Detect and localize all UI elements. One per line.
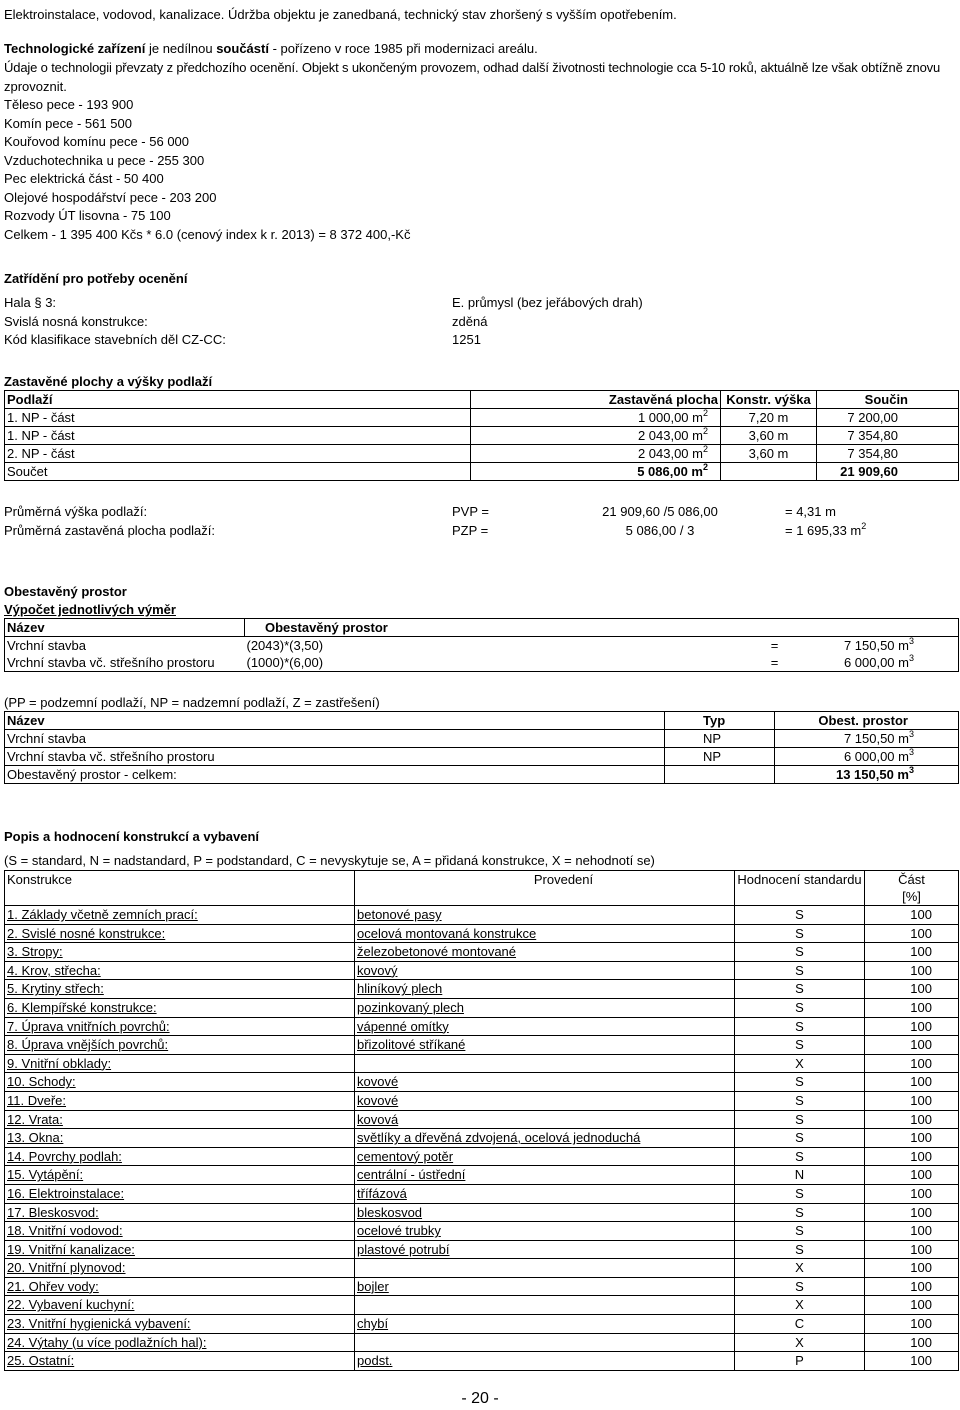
table-header-row	[5, 871, 959, 906]
volume-value	[815, 637, 959, 655]
volume-name: Vrchní stavba	[7, 638, 87, 653]
sum-area-value: 5 086,00 m	[637, 464, 703, 479]
table-row	[5, 1277, 959, 1296]
column-header-part: Část	[898, 872, 925, 887]
construction-execution: ocelová montovaná konstrukce	[355, 924, 735, 943]
average-abbr: PVP =	[452, 504, 489, 519]
construction-rating: C	[735, 1315, 865, 1334]
table-row	[5, 1296, 959, 1315]
construction-name: 6. Klempířské konstrukce:	[5, 998, 355, 1017]
construction-rating: S	[735, 980, 865, 999]
construction-rating: S	[735, 1147, 865, 1166]
column-header: Provedení	[355, 871, 735, 906]
volume-formula: (1000)*(6,00)	[246, 655, 324, 670]
average-label: Průměrná výška podlaží:	[4, 504, 148, 519]
construction-rating: S	[735, 1277, 865, 1296]
table-total-row	[5, 766, 959, 784]
construction-execution: kovová	[355, 1110, 735, 1129]
construction-name: 20. Vnitřní plynovod:	[5, 1259, 355, 1278]
construction-share: 100	[865, 1073, 959, 1092]
floor-area-value: 2 043,00 m	[637, 446, 703, 461]
construction-rating: P	[735, 1352, 865, 1371]
construction-execution: cementový potěr	[355, 1147, 735, 1166]
floor-product: 7 354,80	[817, 445, 959, 463]
volume-eq: =	[770, 638, 779, 653]
intro-line-1: Elektroinstalace, vodovod, kanalizace. Údržba objektu je zanedbaná, technický stav zhoršený s vyšším opotřebením.	[4, 7, 677, 22]
construction-execution: pozinkovaný plech	[355, 998, 735, 1017]
volume-name: Vrchní stavba vč. střešního prostoru	[7, 655, 215, 670]
construction-share: 100	[865, 1184, 959, 1203]
construction-execution: kovové	[355, 1091, 735, 1110]
floor-name: 2. NP - část	[5, 445, 471, 463]
construction-share: 100	[865, 1259, 959, 1278]
construction-rating: X	[735, 1259, 865, 1278]
column-header: Konstr. výška	[721, 391, 817, 409]
construction-execution: betonové pasy	[355, 906, 735, 925]
unit-exponent: 3	[908, 654, 914, 663]
table-row	[5, 1240, 959, 1259]
construction-execution	[355, 1296, 735, 1315]
classification-value: zděná	[452, 314, 488, 329]
column-header: Hodnocení standardu	[735, 871, 865, 906]
table-header-row	[5, 619, 959, 637]
technology-item: Pec elektrická část - 50 400	[4, 171, 164, 186]
average-result	[785, 503, 836, 522]
summary-total-label: Obestavěný prostor - celkem:	[5, 766, 665, 784]
table-row	[5, 427, 959, 445]
summary-name: Vrchní stavba vč. střešního prostoru	[5, 748, 665, 766]
construction-rating: S	[735, 1091, 865, 1110]
construction-rating: S	[735, 1129, 865, 1148]
construction-name: 5. Krytiny střech:	[5, 980, 355, 999]
construction-share: 100	[865, 1203, 959, 1222]
classification-value: 1251	[452, 332, 481, 347]
floors-title: Zastavěné plochy a výšky podlaží	[4, 374, 213, 389]
constructions-body	[5, 906, 959, 1371]
column-header: Součin	[817, 391, 959, 409]
table-row	[5, 748, 959, 766]
technology-item-list	[4, 96, 410, 244]
volume-value-text: 7 150,50 m	[843, 638, 909, 653]
construction-execution: třífázová	[355, 1184, 735, 1203]
construction-share: 100	[865, 1147, 959, 1166]
construction-execution: plastové potrubí	[355, 1240, 735, 1259]
empty-cell	[665, 766, 775, 784]
table-row	[5, 924, 959, 943]
table-row	[5, 1166, 959, 1185]
construction-share: 100	[865, 1222, 959, 1241]
unit-exponent: 2	[702, 444, 708, 454]
construction-rating: S	[735, 1222, 865, 1241]
construction-rating: S	[735, 943, 865, 962]
column-header: Obest. prostor	[775, 712, 959, 730]
construction-rating: S	[735, 1184, 865, 1203]
construction-name: 22. Vybavení kuchyní:	[5, 1296, 355, 1315]
construction-rating: X	[735, 1054, 865, 1073]
unit-exponent: 2	[861, 520, 867, 531]
construction-execution: vápenné omítky	[355, 1017, 735, 1036]
table-row	[5, 1036, 959, 1055]
average-result	[785, 522, 866, 541]
construction-execution: chybí	[355, 1315, 735, 1334]
construction-execution: centrální - ústřední	[355, 1166, 735, 1185]
column-header: Konstrukce	[5, 871, 355, 906]
construction-share: 100	[865, 1277, 959, 1296]
construction-execution	[355, 1054, 735, 1073]
volume-legend: (PP = podzemní podlaží, NP = nadzemní podlaží, Z = zastřešení)	[4, 695, 380, 710]
summary-type: NP	[665, 748, 775, 766]
table-row	[5, 1073, 959, 1092]
table-row	[5, 654, 959, 672]
construction-name: 4. Krov, střecha:	[5, 961, 355, 980]
technology-item: Komín pece - 561 500	[4, 115, 132, 131]
intro-line-3: Údaje o technologii převzaty z předchozího ocenění. Objekt s ukončeným provozem, odhad další životnosti technologie cca 5-10 roků, aktuálně lze však obtížně znovu	[4, 60, 941, 75]
construction-rating: S	[735, 998, 865, 1017]
table-row	[5, 906, 959, 925]
construction-share: 100	[865, 943, 959, 962]
volume-value	[815, 654, 959, 672]
floor-area-value: 2 043,00 m	[637, 428, 703, 443]
summary-value-text: 6 000,00 m	[843, 749, 909, 764]
table-row	[5, 1333, 959, 1352]
construction-rating: N	[735, 1166, 865, 1185]
summary-value-text: 7 150,50 m	[843, 731, 909, 746]
technology-item: Rozvody ÚT lisovna - 75 100	[4, 208, 171, 223]
unit-exponent: 3	[908, 765, 914, 775]
table-row	[5, 1017, 959, 1036]
construction-name: 7. Úprava vnitřních povrchů:	[5, 1017, 355, 1036]
construction-share: 100	[865, 998, 959, 1017]
unit-exponent: 2	[702, 408, 708, 418]
summary-type: NP	[665, 730, 775, 748]
average-result-value: = 1 695,33 m	[785, 523, 862, 538]
summary-total-value-text: 13 150,50 m	[835, 767, 909, 782]
summary-value	[775, 730, 959, 748]
classification-label: Hala § 3:	[4, 295, 57, 310]
construction-name: 18. Vnitřní vodovod:	[5, 1222, 355, 1241]
classification-label: Svislá nosná konstrukce:	[4, 314, 148, 329]
floor-product: 7 354,80	[817, 427, 959, 445]
construction-execution: podst.	[355, 1352, 735, 1371]
construction-name: 8. Úprava vnějších povrchů:	[5, 1036, 355, 1055]
table-row	[5, 961, 959, 980]
construction-execution	[355, 1259, 735, 1278]
classification-title: Zatřídění pro potřeby ocenění	[4, 271, 188, 286]
intro-line-2-bold-2: součástí	[216, 41, 269, 56]
volume-summary-table	[4, 711, 959, 784]
intro-line-2	[4, 40, 538, 59]
sum-label: Součet	[5, 463, 471, 481]
construction-name: 14. Povrchy podlah:	[5, 1147, 355, 1166]
construction-name: 23. Vnitřní hygienická vybavení:	[5, 1315, 355, 1334]
construction-rating: S	[735, 924, 865, 943]
construction-name: 19. Vnitřní kanalizace:	[5, 1240, 355, 1259]
construction-rating: S	[735, 906, 865, 925]
constructions-title: Popis a hodnocení konstrukcí a vybavení	[4, 829, 260, 844]
volume-eq: =	[770, 655, 779, 670]
technology-item: Těleso pece - 193 900	[4, 97, 134, 112]
column-header	[865, 871, 959, 906]
unit-exponent: 3	[908, 729, 914, 739]
construction-rating: S	[735, 1203, 865, 1222]
construction-share: 100	[865, 1110, 959, 1129]
column-header: Obestavěný prostor	[245, 619, 959, 637]
floor-area	[471, 409, 721, 427]
table-row	[5, 1110, 959, 1129]
floor-product: 7 200,00	[817, 409, 959, 427]
table-row	[5, 1352, 959, 1371]
floor-height: 7,20 m	[721, 409, 817, 427]
column-header: Typ	[665, 712, 775, 730]
construction-rating: S	[735, 961, 865, 980]
table-row	[5, 980, 959, 999]
summary-name: Vrchní stavba	[5, 730, 665, 748]
constructions-table	[4, 870, 959, 1371]
table-header-row	[5, 712, 959, 730]
construction-execution: kovový	[355, 961, 735, 980]
table-header-row	[5, 391, 959, 409]
intro-line-2-text-2: - pořízeno v roce 1985 při modernizaci areálu.	[268, 41, 538, 56]
column-header: Podlaží	[5, 391, 471, 409]
construction-share: 100	[865, 1296, 959, 1315]
construction-rating: S	[735, 1036, 865, 1055]
floor-area-value: 1 000,00 m	[637, 410, 703, 425]
table-row	[5, 445, 959, 463]
technology-item: Olejové hospodářství pece - 203 200	[4, 189, 217, 205]
table-sum-row	[5, 463, 959, 481]
floor-height: 3,60 m	[721, 427, 817, 445]
construction-name: 2. Svislé nosné konstrukce:	[5, 924, 355, 943]
construction-rating: S	[735, 1110, 865, 1129]
table-row	[5, 1129, 959, 1148]
technology-total: Celkem - 1 395 400 Kčs * 6.0 (cenový index k r. 2013) = 8 372 400,-Kč	[4, 226, 411, 242]
constructions-legend: (S = standard, N = nadstandard, P = podstandard, C = nevyskytuje se, A = přidaná konstrukce, X = nehodnotí se)	[4, 853, 655, 868]
construction-execution: hliníkový plech	[355, 980, 735, 999]
construction-name: 9. Vnitřní obklady:	[5, 1054, 355, 1073]
construction-name: 10. Schody:	[5, 1073, 355, 1092]
construction-execution: kovové	[355, 1073, 735, 1092]
average-calc: 5 086,00 / 3	[625, 523, 695, 538]
summary-total-value	[775, 766, 959, 784]
unit-exponent: 3	[908, 747, 914, 757]
sum-product: 21 909,60	[817, 463, 959, 481]
floor-area	[471, 445, 721, 463]
floor-height: 3,60 m	[721, 445, 817, 463]
table-row	[5, 1203, 959, 1222]
volume-value-text: 6 000,00 m	[843, 655, 909, 670]
table-row	[5, 730, 959, 748]
sum-area	[471, 463, 721, 481]
construction-share: 100	[865, 924, 959, 943]
table-row	[5, 637, 959, 655]
volume-formula: (2043)*(3,50)	[246, 638, 324, 653]
average-calc: 21 909,60 /5 086,00	[602, 504, 718, 519]
table-row	[5, 1184, 959, 1203]
construction-share: 100	[865, 1091, 959, 1110]
construction-execution: bojler	[355, 1277, 735, 1296]
construction-rating: S	[735, 1073, 865, 1092]
average-abbr: PZP =	[452, 523, 489, 538]
floor-name: 1. NP - část	[5, 409, 471, 427]
construction-share: 100	[865, 1017, 959, 1036]
construction-share: 100	[865, 961, 959, 980]
volume-table	[4, 618, 959, 672]
construction-share: 100	[865, 1129, 959, 1148]
table-row	[5, 998, 959, 1017]
construction-execution	[355, 1333, 735, 1352]
construction-share: 100	[865, 1315, 959, 1334]
column-header: Název	[5, 712, 665, 730]
construction-name: 11. Dveře:	[5, 1091, 355, 1110]
construction-name: 17. Bleskosvod:	[5, 1203, 355, 1222]
table-row	[5, 1054, 959, 1073]
construction-name: 15. Vytápění:	[5, 1166, 355, 1185]
unit-exponent: 2	[702, 462, 708, 472]
intro-line-4: zprovoznit.	[4, 79, 67, 94]
table-row	[5, 1259, 959, 1278]
floor-area	[471, 427, 721, 445]
construction-share: 100	[865, 980, 959, 999]
construction-rating: S	[735, 1017, 865, 1036]
construction-execution: ocelové trubky	[355, 1222, 735, 1241]
table-row	[5, 409, 959, 427]
construction-share: 100	[865, 1054, 959, 1073]
construction-execution: břizolitové stříkané	[355, 1036, 735, 1055]
construction-name: 25. Ostatní:	[5, 1352, 355, 1371]
floor-name: 1. NP - část	[5, 427, 471, 445]
volume-title: Obestavěný prostor	[4, 584, 127, 599]
table-row	[5, 1315, 959, 1334]
construction-rating: X	[735, 1333, 865, 1352]
construction-execution: železobetonové montované	[355, 943, 735, 962]
table-row	[5, 1147, 959, 1166]
unit-exponent: 2	[702, 426, 708, 436]
summary-value	[775, 748, 959, 766]
construction-rating: X	[735, 1296, 865, 1315]
classification-value: E. průmysl (bez jeřábových drah)	[452, 295, 643, 310]
average-result-value: = 4,31 m	[785, 504, 836, 519]
technology-item: Kouřovod komínu pece - 56 000	[4, 134, 190, 149]
construction-name: 21. Ohřev vody:	[5, 1277, 355, 1296]
technology-item: Vzduchotechnika u pece - 255 300	[4, 152, 205, 168]
page-number: - 20 -	[461, 1390, 499, 1407]
classification-label: Kód klasifikace stavebních děl CZ-CC:	[4, 332, 226, 347]
floors-table	[4, 390, 959, 481]
construction-execution: bleskosvod	[355, 1203, 735, 1222]
construction-share: 100	[865, 1333, 959, 1352]
construction-name: 3. Stropy:	[5, 943, 355, 962]
construction-rating: S	[735, 1240, 865, 1259]
construction-share: 100	[865, 906, 959, 925]
construction-share: 100	[865, 1240, 959, 1259]
construction-share: 100	[865, 1036, 959, 1055]
construction-name: 1. Základy včetně zemních prací:	[5, 906, 355, 925]
construction-share: 100	[865, 1352, 959, 1371]
construction-name: 24. Výtahy (u více podlažních hal):	[5, 1333, 355, 1352]
construction-execution: světlíky a dřevěná zdvojená, ocelová jednoduchá	[355, 1129, 735, 1148]
construction-name: 13. Okna:	[5, 1129, 355, 1148]
construction-name: 12. Vrata:	[5, 1110, 355, 1129]
column-header-unit: [%]	[902, 889, 921, 904]
intro-line-2-text-1: je nedílnou	[145, 41, 217, 56]
construction-name: 16. Elektroinstalace:	[5, 1184, 355, 1203]
table-row	[5, 943, 959, 962]
intro-line-2-bold-1: Technologické zařízení	[4, 41, 146, 56]
average-label: Průměrná zastavěná plocha podlaží:	[4, 523, 216, 538]
volume-subtitle: Výpočet jednotlivých výměr	[4, 602, 176, 617]
column-header: Zastavěná plocha	[471, 391, 721, 409]
table-row	[5, 1091, 959, 1110]
table-row	[5, 1222, 959, 1241]
empty-cell	[721, 463, 817, 481]
construction-share: 100	[865, 1166, 959, 1185]
column-header: Název	[5, 619, 245, 637]
unit-exponent: 3	[908, 636, 914, 646]
